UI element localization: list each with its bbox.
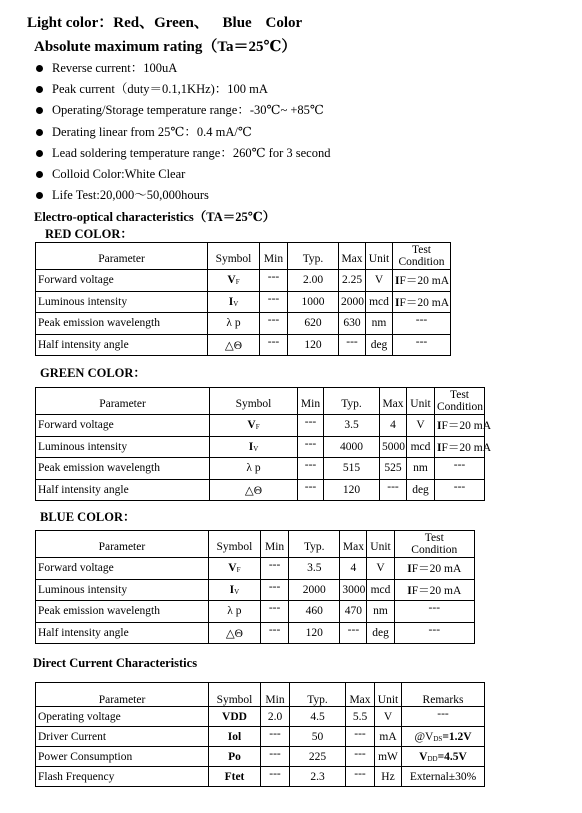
- condition-value: F＝20 mA: [441, 420, 492, 433]
- row-condition: [394, 622, 474, 644]
- row-max: 2000: [339, 291, 366, 313]
- symbol-main: λ p: [246, 462, 261, 475]
- row-parameter: Power Consumption: [36, 747, 209, 767]
- row-remarks: [402, 707, 485, 727]
- red-header-parameter: Parameter: [36, 243, 208, 270]
- blue-header-typ: Typ.: [289, 531, 340, 558]
- red-header-unit: Unit: [366, 243, 393, 270]
- red-header-min: Min: [260, 243, 288, 270]
- row-condition: [394, 579, 474, 601]
- row-symbol: [208, 270, 260, 292]
- dc-header-parameter: Parameter: [36, 683, 209, 707]
- row-symbol: [208, 313, 260, 335]
- row-min: ---: [298, 479, 324, 501]
- row-symbol: Ftet: [209, 767, 261, 787]
- row-max: 5000: [380, 436, 407, 458]
- row-condition: [393, 270, 451, 292]
- row-remarks: [402, 727, 485, 747]
- row-unit: nm: [367, 601, 394, 623]
- light-color-label: Light color：Red、Green、: [27, 15, 209, 31]
- green-header-max: Max: [380, 388, 407, 415]
- row-max: ---: [380, 479, 407, 501]
- row-max: 630: [339, 313, 366, 335]
- row-typ: 2.3: [290, 767, 346, 787]
- list-item: Derating linear from 25℃：0.4 mA/℃: [36, 122, 330, 143]
- blue-header-condition: [394, 531, 474, 558]
- remark-value: =4.5V: [437, 750, 467, 763]
- row-unit: V: [366, 270, 393, 292]
- row-unit: mA: [375, 727, 402, 747]
- row-typ: 225: [290, 747, 346, 767]
- symbol-subscript: V: [253, 444, 259, 453]
- table-row: [36, 436, 485, 458]
- row-symbol: [210, 415, 298, 437]
- row-remarks: [402, 747, 485, 767]
- row-symbol: VDD: [209, 707, 261, 727]
- row-max: ---: [346, 767, 375, 787]
- row-typ: 1000: [288, 291, 339, 313]
- blue-header-max: Max: [340, 531, 367, 558]
- header-condition-label: Condition: [398, 256, 445, 268]
- green-header-unit: Unit: [407, 388, 435, 415]
- condition-value: F＝20 mA: [441, 441, 492, 454]
- row-min: ---: [261, 601, 289, 623]
- row-parameter: Forward voltage: [36, 270, 208, 292]
- row-max: 3000: [340, 579, 367, 601]
- row-symbol: [210, 436, 298, 458]
- row-unit: V: [407, 415, 435, 437]
- row-max: ---: [339, 334, 366, 356]
- list-item: Peak current（duty＝0.1,1KHz)：100 mA: [36, 79, 330, 100]
- row-max: ---: [346, 727, 375, 747]
- row-unit: Hz: [375, 767, 402, 787]
- table-row: [36, 479, 485, 501]
- row-max: 470: [340, 601, 367, 623]
- row-unit: nm: [366, 313, 393, 335]
- symbol-subscript: V: [233, 299, 239, 308]
- table-row: [36, 601, 475, 623]
- row-min: ---: [261, 622, 289, 644]
- row-parameter: Half intensity angle: [36, 622, 209, 644]
- row-max: ---: [340, 622, 367, 644]
- red-header-typ: Typ.: [288, 243, 339, 270]
- condition-current-symbol: I: [407, 584, 412, 597]
- symbol-subscript: F: [235, 278, 240, 287]
- row-typ: 620: [288, 313, 339, 335]
- row-max: 4: [340, 558, 367, 580]
- row-condition: [393, 313, 451, 335]
- condition-value: ---: [428, 602, 441, 614]
- symbol-subscript: F: [236, 566, 241, 575]
- header-test-label: Test: [424, 532, 444, 544]
- table-row: [36, 579, 475, 601]
- list-item: Colloid Color:White Clear: [36, 164, 330, 185]
- bullet-dot-icon: [36, 65, 43, 72]
- row-typ: 3.5: [324, 415, 380, 437]
- table-row: [36, 458, 485, 480]
- remark-value: =1.2V: [442, 730, 472, 743]
- row-min: ---: [260, 270, 288, 292]
- table-row: [36, 313, 451, 335]
- symbol-subscript: F: [255, 423, 260, 432]
- row-min: ---: [298, 458, 324, 480]
- row-parameter: Half intensity angle: [36, 334, 208, 356]
- light-color-blue: Blue: [222, 15, 252, 31]
- row-min: ---: [261, 579, 289, 601]
- dc-header-remarks: Remarks: [402, 683, 485, 707]
- blue-color-title: BLUE COLOR：: [40, 510, 136, 524]
- row-parameter: Half intensity angle: [36, 479, 210, 501]
- light-color-heading: [27, 11, 308, 32]
- bullet-dot-icon: [36, 192, 43, 199]
- row-symbol: [210, 479, 298, 501]
- header-condition-label: Condition: [411, 544, 458, 556]
- row-min: ---: [261, 767, 290, 787]
- list-item: Lead soldering temperature range：260℃ for 3 second: [36, 143, 330, 164]
- row-parameter: Peak emission wavelength: [36, 458, 210, 480]
- condition-current-symbol: I: [395, 275, 400, 288]
- condition-value: F＝20 mA: [399, 275, 450, 288]
- blue-header-min: Min: [261, 531, 289, 558]
- condition-current-symbol: I: [437, 420, 442, 433]
- row-symbol: [208, 291, 260, 313]
- green-table: [35, 387, 492, 501]
- symbol-main: △Θ: [244, 484, 263, 497]
- row-typ: 4.5: [290, 707, 346, 727]
- row-unit: deg: [366, 334, 393, 356]
- row-condition: [393, 291, 451, 313]
- symbol-main: λ p: [227, 605, 242, 618]
- table-row: [36, 334, 451, 356]
- blue-header-symbol: Symbol: [208, 531, 260, 558]
- row-min: ---: [298, 436, 324, 458]
- row-max: 2.25: [339, 270, 366, 292]
- row-condition: [393, 334, 451, 356]
- green-header-symbol: Symbol: [210, 388, 298, 415]
- condition-value: F＝20 mA: [411, 563, 462, 576]
- condition-current-symbol: I: [437, 441, 442, 454]
- header-condition-label: Condition: [437, 401, 484, 413]
- row-condition: [435, 479, 485, 501]
- row-min: ---: [298, 415, 324, 437]
- row-symbol: Po: [209, 747, 261, 767]
- row-symbol: [208, 558, 260, 580]
- table-row: [36, 747, 485, 767]
- row-parameter: Luminous intensity: [36, 291, 208, 313]
- header-test-label: Test: [412, 244, 431, 256]
- row-typ: 2.00: [288, 270, 339, 292]
- row-unit: mW: [375, 747, 402, 767]
- row-unit: mcd: [367, 579, 394, 601]
- symbol-main: △Θ: [224, 339, 243, 352]
- row-parameter: Peak emission wavelength: [36, 601, 209, 623]
- row-condition: [435, 436, 492, 458]
- red-header-symbol: Symbol: [208, 243, 260, 270]
- red-color-title: RED COLOR：: [45, 227, 133, 241]
- row-typ: 120: [288, 334, 339, 356]
- symbol-main: I: [229, 583, 235, 596]
- dc-table: [35, 682, 485, 787]
- green-header-typ: Typ.: [324, 388, 380, 415]
- row-typ: 50: [290, 727, 346, 747]
- symbol-main: V: [228, 562, 237, 575]
- table-row: [36, 415, 485, 437]
- row-min: ---: [260, 313, 288, 335]
- table-row: [36, 558, 475, 580]
- row-unit: V: [375, 707, 402, 727]
- row-max: 525: [380, 458, 407, 480]
- remark-main: V: [419, 750, 428, 763]
- remark-main: @V: [414, 730, 434, 743]
- row-max: 4: [380, 415, 407, 437]
- symbol-main: V: [227, 274, 236, 287]
- dc-header-unit: Unit: [375, 683, 402, 707]
- row-parameter: Operating voltage: [36, 707, 209, 727]
- green-header-condition: [435, 388, 485, 415]
- row-unit: mcd: [407, 436, 435, 458]
- condition-value: ---: [453, 459, 466, 471]
- row-condition: [394, 601, 474, 623]
- light-color-suffix: Color: [265, 15, 303, 31]
- red-header-condition: [393, 243, 451, 270]
- row-unit: nm: [407, 458, 435, 480]
- row-parameter: Peak emission wavelength: [36, 313, 208, 335]
- row-symbol: Iol: [209, 727, 261, 747]
- row-parameter: Driver Current: [36, 727, 209, 747]
- row-typ: 120: [289, 622, 340, 644]
- symbol-main: V: [247, 419, 256, 432]
- dc-header-max: Max: [346, 683, 375, 707]
- blue-header-parameter: Parameter: [36, 531, 209, 558]
- condition-value: F＝20 mA: [399, 296, 450, 309]
- row-min: 2.0: [261, 707, 290, 727]
- remark-main: External±30%: [409, 770, 477, 783]
- condition-value: ---: [415, 335, 428, 348]
- blue-header-unit: Unit: [367, 531, 394, 558]
- bullet-dot-icon: [36, 107, 43, 114]
- row-unit: deg: [407, 479, 435, 501]
- row-typ: 4000: [324, 436, 380, 458]
- symbol-main: λ p: [226, 317, 241, 330]
- table-row: [36, 767, 485, 787]
- dc-title: Direct Current Characteristics: [33, 656, 198, 670]
- header-test-label: Test: [450, 389, 469, 401]
- row-min: ---: [260, 291, 288, 313]
- remark-main: ---: [437, 708, 449, 720]
- list-item: Life Test:20,000～50,000hours: [36, 185, 330, 206]
- row-symbol: [208, 601, 260, 623]
- table-row: [36, 270, 451, 292]
- row-min: ---: [261, 747, 290, 767]
- row-parameter: Flash Frequency: [36, 767, 209, 787]
- row-condition: [435, 415, 492, 437]
- remark-subscript: DS: [433, 734, 443, 743]
- row-max: 5.5: [346, 707, 375, 727]
- row-parameter: Luminous intensity: [36, 579, 209, 601]
- row-unit: mcd: [366, 291, 393, 313]
- green-header-parameter: Parameter: [36, 388, 210, 415]
- red-table: [35, 242, 451, 356]
- bullet-dot-icon: [36, 150, 43, 157]
- bullet-dot-icon: [36, 129, 43, 136]
- red-header-max: Max: [339, 243, 366, 270]
- abs-max-list: [36, 58, 330, 206]
- remark-subscript: DD: [427, 754, 438, 763]
- list-item: Reverse current：100uA: [36, 58, 330, 79]
- row-max: ---: [346, 747, 375, 767]
- row-min: ---: [261, 558, 289, 580]
- blue-table: [35, 530, 475, 644]
- table-row: [36, 291, 451, 313]
- electro-optical-title: Electro-optical characteristics（TA＝25℃）: [34, 210, 276, 224]
- condition-current-symbol: I: [407, 563, 412, 576]
- table-row: [36, 622, 475, 644]
- row-min: ---: [260, 334, 288, 356]
- row-unit: V: [367, 558, 394, 580]
- row-condition: [394, 558, 474, 580]
- row-unit: deg: [367, 622, 394, 644]
- row-symbol: [208, 334, 260, 356]
- row-symbol: [208, 622, 260, 644]
- condition-value: ---: [453, 480, 466, 493]
- bullet-dot-icon: [36, 171, 43, 178]
- condition-current-symbol: I: [395, 296, 400, 309]
- dc-header-min: Min: [261, 683, 290, 707]
- green-color-title: GREEN COLOR：: [40, 366, 146, 380]
- abs-max-title: Absolute maximum rating（Ta＝25℃）: [34, 39, 297, 55]
- row-min: ---: [261, 727, 290, 747]
- row-typ: 515: [324, 458, 380, 480]
- list-item: Operating/Storage temperature range：-30℃~ +85℃: [36, 100, 330, 121]
- table-row: [36, 707, 485, 727]
- row-symbol: [208, 579, 260, 601]
- condition-value: ---: [428, 623, 441, 636]
- symbol-main: I: [228, 295, 234, 308]
- bullet-dot-icon: [36, 86, 43, 93]
- symbol-subscript: V: [234, 587, 240, 596]
- row-typ: 2000: [289, 579, 340, 601]
- symbol-main: I: [248, 440, 254, 453]
- symbol-main: △Θ: [225, 627, 243, 640]
- row-parameter: Forward voltage: [36, 558, 209, 580]
- dc-header-typ: Typ.: [290, 683, 346, 707]
- green-header-min: Min: [298, 388, 324, 415]
- table-row: [36, 727, 485, 747]
- row-parameter: Forward voltage: [36, 415, 210, 437]
- condition-value: F＝20 mA: [411, 584, 462, 597]
- row-symbol: [210, 458, 298, 480]
- row-typ: 460: [289, 601, 340, 623]
- row-typ: 3.5: [289, 558, 340, 580]
- row-remarks: [402, 767, 485, 787]
- row-typ: 120: [324, 479, 380, 501]
- dc-header-symbol: Symbol: [209, 683, 261, 707]
- row-parameter: Luminous intensity: [36, 436, 210, 458]
- condition-value: ---: [415, 314, 428, 326]
- row-condition: [435, 458, 485, 480]
